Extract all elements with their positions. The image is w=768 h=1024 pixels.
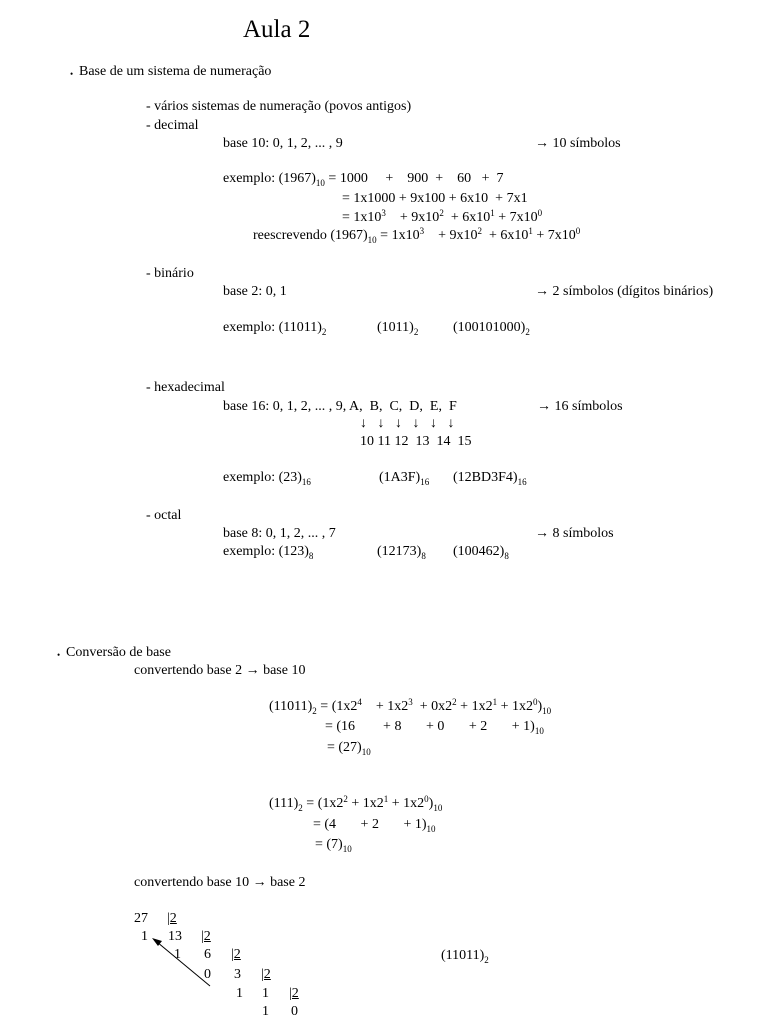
decimal-symbols: → 10 símbolos	[535, 136, 621, 151]
octal-base-line: base 8: 0, 1, 2, ... , 7	[223, 526, 336, 541]
intro-text: - vários sistemas de numeração (povos antigos)	[146, 99, 412, 114]
binary-result: $(11011)_2$	[441, 948, 489, 965]
conversion-1-line2: = (16 + 8 + 0 + 2 + $1)_{10}$	[325, 719, 544, 736]
decimal-example-line1: exemplo: $(1967)_{10} = 1000$ + 900 + 60 + 7	[223, 171, 504, 188]
remainder: 1	[174, 947, 181, 962]
divisor: |2	[201, 929, 211, 944]
binary-example-3: $(100101000)_2$	[453, 320, 530, 337]
divisor: |2	[231, 947, 241, 962]
octal-example-1: exemplo: $(123)_8$	[223, 544, 314, 561]
subheading-base10-to-2: convertendo base 10 → base 2	[134, 875, 306, 890]
quotient-3: 3	[234, 967, 241, 982]
divisor: |2	[261, 967, 271, 982]
decimal-example-line2: = 1x1000 + 9x100 + 6x10 + 7x1	[342, 191, 528, 206]
remainder: 0	[204, 967, 211, 982]
bullet: •	[70, 69, 74, 79]
subheading-base2-to-10: convertendo base 2 → base 10	[134, 663, 306, 678]
remainder: 1	[236, 986, 243, 1001]
binary-example-1: exemplo: $(11011)_2$	[223, 320, 327, 337]
conversion-2-line2: = (4 + 2 + $1)_{10}$	[313, 817, 436, 834]
quotient-0: 0	[291, 1004, 298, 1019]
quotient-13: 13	[168, 929, 182, 944]
quotient-1: 1	[262, 986, 269, 1001]
page-title: Aula 2	[243, 16, 311, 43]
octal-label: - octal	[146, 508, 182, 523]
hex-symbols: → 16 símbolos	[537, 399, 623, 414]
conversion-2-line1: $(111)_2 = (1x2^2 + 1x2^1 + 1x2^0)_{10}$	[269, 794, 443, 813]
remainder: 1	[141, 929, 148, 944]
section-heading: Conversão de base	[66, 645, 171, 660]
decimal-base-line: base 10: 0, 1, 2, ... , 9	[223, 136, 343, 151]
divisor: |2	[289, 986, 299, 1001]
remainder: 1	[262, 1004, 269, 1019]
bullet: •	[57, 650, 61, 660]
hex-values: 10 11 12 13 14 15	[360, 434, 472, 449]
conversion-2-line3: = $(7)_{10}$	[315, 837, 352, 854]
octal-example-3: $(100462)_8$	[453, 544, 509, 561]
hex-arrows: ↓ ↓ ↓ ↓ ↓ ↓	[360, 416, 455, 431]
hex-label: - hexadecimal	[146, 380, 225, 395]
binary-example-2: $(1011)_2$	[377, 320, 419, 337]
decimal-label: - decimal	[146, 118, 199, 133]
divisor: |2	[167, 911, 177, 926]
binary-base-line: base 2: 0, 1	[223, 284, 287, 299]
conversion-1-line3: = $(27)_{10}$	[327, 740, 371, 757]
conversion-1-line1: $(11011)_2 = (1x2^4$ + $1x2^3 + 0x2^2 + 1x2^1 + 1x2^0)_{10}$	[269, 697, 552, 716]
octal-example-2: $(12173)_8$	[377, 544, 426, 561]
hex-base-line: base 16: 0, 1, 2, ... , 9, A, B, C, D, E, F	[223, 399, 457, 414]
binary-symbols: → 2 símbolos (dígitos binários)	[535, 284, 714, 299]
binary-label: - binário	[146, 266, 194, 281]
dividend-27: 27	[134, 911, 148, 926]
decimal-example-line3: = $1x10^3$ + $9x10^2 + 6x10^1 + 7x10^0$	[342, 208, 543, 225]
decimal-rewrite-line: reescrevendo $(1967)_{10} = 1x10^3$ + $9x10^2 + 6x10^1 + 7x10^0$	[253, 226, 581, 245]
quotient-6: 6	[204, 947, 211, 962]
hex-example-3: $(12BD3F4)_{16}$	[453, 470, 527, 487]
hex-example-1: exemplo: $(23)_{16}$	[223, 470, 311, 487]
octal-symbols: → 8 símbolos	[535, 526, 614, 541]
hex-example-2: $(1A3F)_{16}$	[379, 470, 430, 487]
section-heading: Base de um sistema de numeração	[79, 64, 272, 79]
